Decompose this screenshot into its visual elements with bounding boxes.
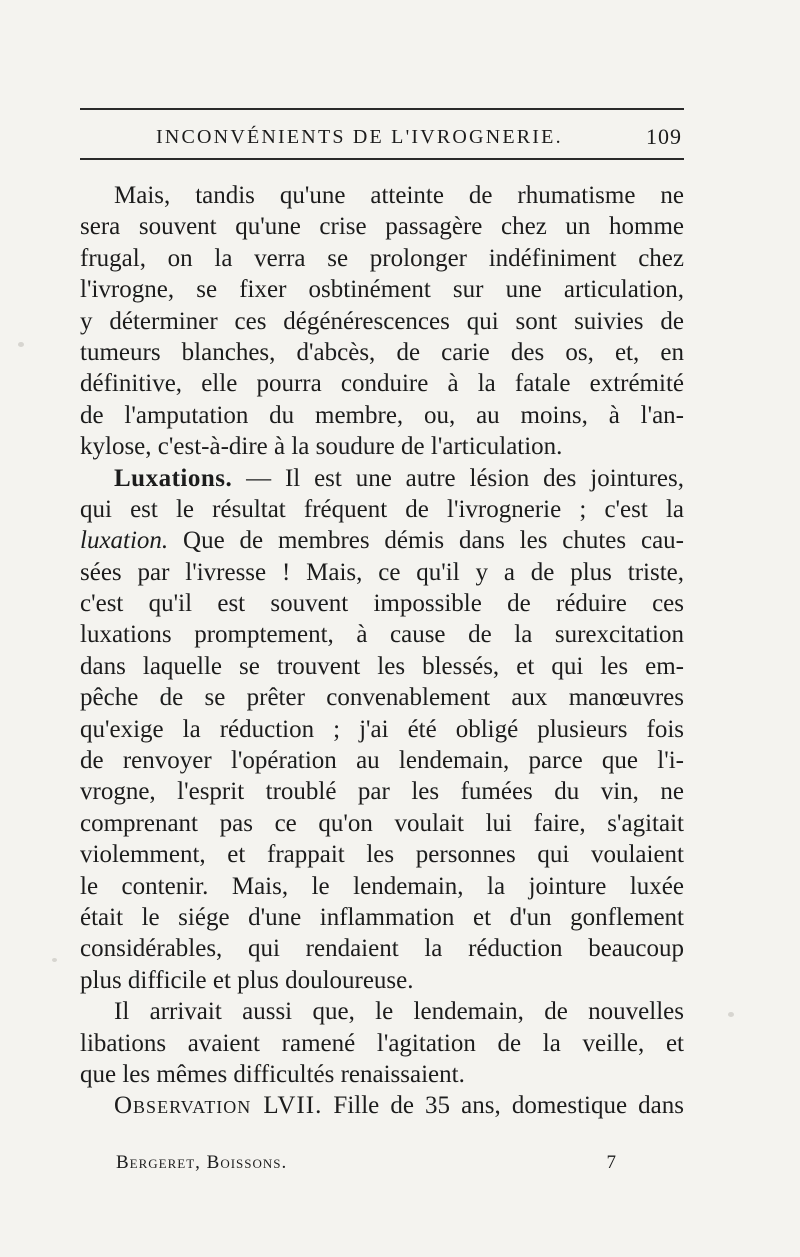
text-line: sées par l'ivresse ! Mais, ce qu'il y a de plus triste,	[80, 558, 684, 586]
text-line: était le siége d'une inflammation et d'un gonflement	[80, 903, 684, 931]
page-footer	[116, 1152, 616, 1174]
paragraph-observation	[80, 1090, 684, 1121]
section-heading: Luxations.	[114, 464, 233, 492]
text-line: libations avaient ramené l'agitation de la veille, et	[80, 1029, 684, 1057]
text-line: qui est le résultat fréquent de l'ivrognerie ; c'est la	[80, 495, 684, 523]
body-text	[80, 180, 684, 1122]
observation-label: Observation LVII.	[114, 1092, 323, 1120]
text-line: tumeurs blanches, d'abcès, de carie des os, et, en	[80, 338, 684, 366]
footer-author: Bergeret, Boissons.	[116, 1152, 288, 1173]
header-bottom-rule	[80, 158, 684, 160]
text-line	[80, 463, 684, 494]
text-line: plus difficile et plus douloureuse.	[80, 966, 414, 994]
running-title: INCONVÉNIENTS DE L'IVROGNERIE.	[156, 126, 563, 148]
paragraph-rhumatisme	[80, 180, 684, 463]
text-line	[80, 1090, 684, 1121]
text-line: définitive, elle pourra conduire à la fatale extrémité	[80, 370, 684, 398]
text-line: kylose, c'est-à-dire à la soudure de l'articulation.	[80, 433, 563, 461]
text-line: de renvoyer l'opération au lendemain, parce que l'i-	[80, 747, 684, 775]
text-line: c'est qu'il est souvent impossible de réduire ces	[80, 590, 684, 618]
text-run: Fille de 35 ans, domestique dans	[322, 1092, 684, 1120]
italic-term: luxation.	[80, 527, 169, 555]
text-line: luxations promptement, à cause de la surexcitation	[80, 621, 684, 649]
text-line: Il arrivait aussi que, le lendemain, de nouvelles	[114, 998, 684, 1026]
page-number: 109	[646, 124, 682, 149]
text-run: — Il est une autre lésion des jointures,	[232, 464, 684, 492]
signature-mark: 7	[606, 1152, 616, 1173]
text-line: violemment, et frappait les personnes qui voulaient	[80, 841, 684, 869]
text-line: le contenir. Mais, le lendemain, la jointure luxée	[80, 872, 684, 900]
text-line: que les mêmes difficultés renaissaient.	[80, 1060, 465, 1088]
text-run: Que de membres démis dans les chutes cau-	[168, 527, 684, 555]
text-line: de l'amputation du membre, ou, au moins, à l'an-	[80, 401, 684, 429]
text-line	[80, 525, 684, 556]
text-line: y déterminer ces dégénérescences qui sont suivies de	[80, 307, 684, 335]
paragraph-luxations	[80, 463, 684, 997]
header-top-rule	[80, 108, 684, 110]
running-head	[80, 120, 684, 150]
text-line: vrogne, l'esprit troublé par les fumées du vin, ne	[80, 778, 684, 806]
text-line: pêche de se prêter convenablement aux manœuvres	[80, 684, 684, 712]
text-line: comprenant pas ce qu'on voulait lui faire, s'agitait	[80, 809, 684, 837]
text-line: considérables, qui rendaient la réduction beaucoup	[80, 935, 684, 963]
paragraph-libations	[80, 996, 684, 1090]
text-line: l'ivrogne, se fixer osbtinément sur une articulation,	[80, 276, 684, 304]
text-line: frugal, on la verra se prolonger indéfiniment chez	[80, 244, 684, 272]
text-line: qu'exige la réduction ; j'ai été obligé plusieurs fois	[80, 715, 684, 743]
text-line: sera souvent qu'une crise passagère chez un homme	[80, 213, 684, 241]
text-line: Mais, tandis qu'une atteinte de rhumatisme ne	[114, 182, 684, 209]
text-line: dans laquelle se trouvent les blessés, et qui les em-	[80, 652, 684, 680]
